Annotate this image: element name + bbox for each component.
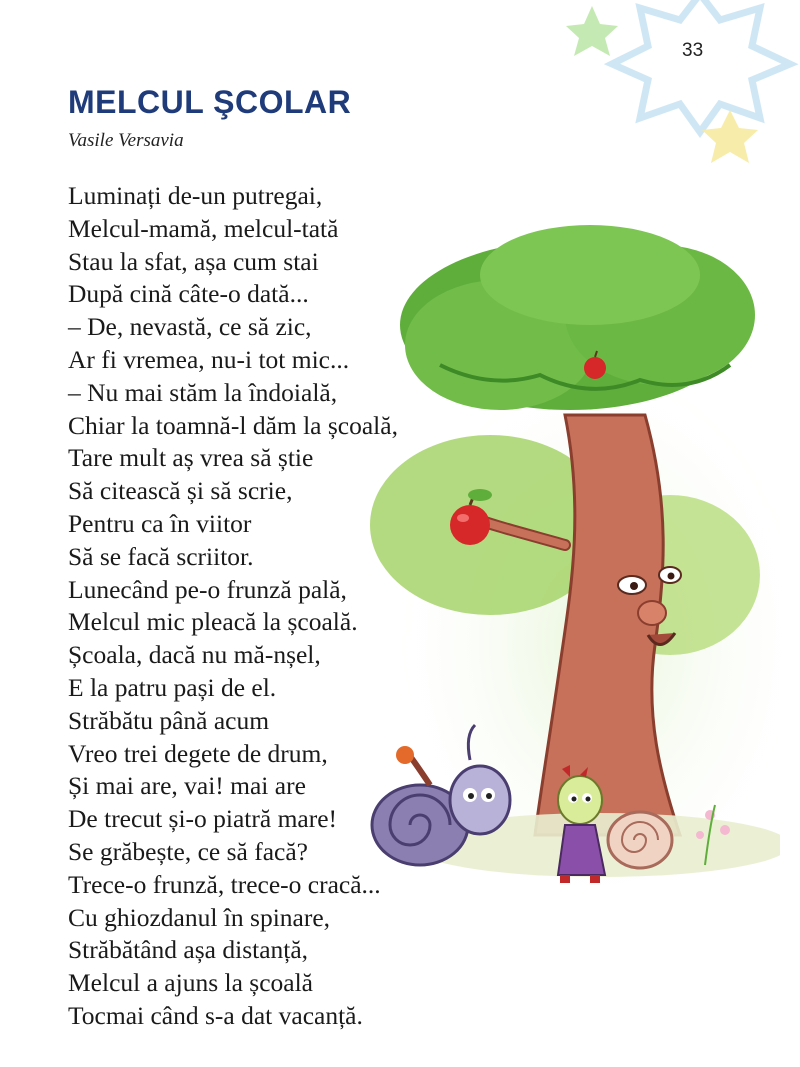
poem-line: Cu ghiozdanul în spinare,	[68, 902, 331, 932]
poem-title: MELCUL ŞCOLAR	[68, 84, 352, 120]
poem-line: Tare mult aș vrea să știe	[68, 443, 314, 473]
poem-line: Școala, dacă nu mă-nșel,	[68, 640, 321, 670]
poem-line: Să citească și să scrie,	[68, 476, 293, 506]
page-number: 33	[682, 40, 704, 61]
poem-author: Vasile Versavia	[68, 130, 184, 151]
poem-line: Melcul mic pleacă la școală.	[68, 607, 358, 637]
poem-line: Și mai are, vai! mai are	[68, 771, 306, 801]
poem-line: Lunecând pe-o frunză pală,	[68, 574, 347, 604]
poem-line: Străbătu până acum	[68, 705, 270, 735]
poem-line: Trece-o frunză, trece-o cracă...	[68, 869, 381, 899]
poem-line: – Nu mai stăm la îndoială,	[68, 377, 338, 407]
poem-line: Se grăbește, ce să facă?	[68, 836, 308, 866]
tree-illustration	[370, 215, 780, 915]
green-star-icon	[566, 6, 618, 56]
poem-line: Melcul-mamă, melcul-tată	[68, 213, 339, 243]
poem-line: Luminați de-un putregai,	[68, 181, 323, 210]
poem-line: Melcul a ajuns la școală	[68, 968, 313, 998]
poem-line: Ar fi vremea, nu-i tot mic...	[68, 344, 350, 374]
poem-line: Vreo trei degete de drum,	[68, 738, 328, 768]
poem-line: Pentru ca în viitor	[68, 508, 252, 538]
poem-line: De trecut și-o piatră mare!	[68, 804, 338, 834]
tree-crown	[400, 225, 755, 410]
poem-body	[68, 180, 398, 1033]
poem-line: Să se facă scriitor.	[68, 541, 254, 571]
blue-outline-star-icon	[612, 0, 790, 132]
poem-line: Chiar la toamnă-l dăm la școală,	[68, 410, 398, 440]
poem-line: E la patru pași de el.	[68, 672, 277, 702]
poem-line: – De, nevastă, ce să zic,	[68, 312, 312, 342]
poem-line: Stau la sfat, așa cum stai	[68, 246, 319, 276]
poem-line: Străbătând așa distanță,	[68, 935, 309, 965]
poem-line: După cină câte-o dată...	[68, 279, 309, 309]
poem-line: Tocmai când s-a dat vacanță.	[68, 1000, 363, 1030]
